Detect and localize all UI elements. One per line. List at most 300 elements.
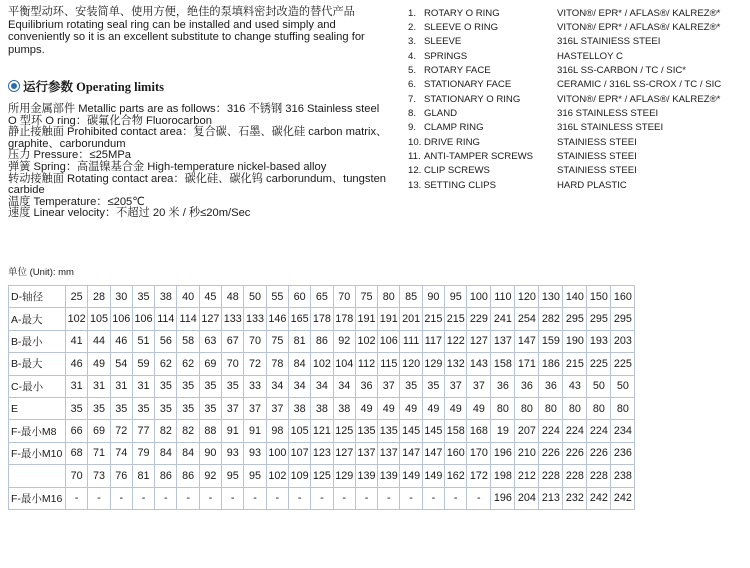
table-cell: 100 — [266, 442, 288, 464]
table-cell: 35 — [199, 375, 221, 397]
table-cell: 123 — [311, 442, 333, 464]
table-cell: 56 — [155, 330, 177, 352]
part-row — [408, 49, 748, 63]
table-cell: - — [467, 487, 491, 509]
part-name: SLEEVE O RING — [424, 22, 499, 34]
table-row — [9, 397, 635, 419]
part-number: 9. — [408, 122, 417, 134]
table-cell: 76 — [110, 465, 132, 487]
table-cell: - — [199, 487, 221, 509]
table-cell: 36 — [491, 375, 515, 397]
part-material: 316L STAINIESS STEEI — [557, 36, 661, 48]
table-cell: - — [288, 487, 310, 509]
part-material: CERAMIC / 316L SS-CROX / TC / SIC — [557, 79, 722, 91]
table-row — [9, 330, 635, 352]
table-cell: 159 — [539, 330, 563, 352]
table-cell: 92 — [333, 330, 355, 352]
part-number: 12. — [408, 165, 422, 177]
table-cell: 35 — [132, 397, 154, 419]
table-cell: 49 — [445, 397, 467, 419]
part-name: CLIP SCREWS — [424, 165, 490, 177]
table-cell: 65 — [311, 286, 333, 308]
table-cell: 70 — [244, 330, 266, 352]
units-label: 单位 (Unit): mm — [8, 267, 74, 278]
operating-limits-title: 运行参数 Operating limits — [23, 80, 164, 94]
part-name: ROTARY O RING — [424, 7, 500, 19]
table-cell: - — [132, 487, 154, 509]
table-cell: 73 — [88, 465, 110, 487]
table-cell: 295 — [563, 308, 587, 330]
table-cell: 30 — [110, 286, 132, 308]
table-cell: 160 — [445, 442, 467, 464]
table-cell: 62 — [177, 353, 199, 375]
table-cell: 145 — [422, 420, 444, 442]
table-cell: - — [244, 487, 266, 509]
table-cell: 201 — [400, 308, 422, 330]
table-cell: 81 — [132, 465, 154, 487]
table-cell: 72 — [244, 353, 266, 375]
table-cell: 34 — [311, 375, 333, 397]
table-cell: 102 — [311, 353, 333, 375]
table-cell: 90 — [422, 286, 444, 308]
table-cell: 168 — [467, 420, 491, 442]
table-cell: 105 — [88, 308, 110, 330]
table-cell: 38 — [333, 397, 355, 419]
table-cell: 80 — [611, 397, 635, 419]
table-cell: 102 — [355, 330, 377, 352]
table-cell: 109 — [288, 465, 310, 487]
table-cell: 80 — [539, 397, 563, 419]
table-cell: 145 — [400, 420, 422, 442]
table-cell: 35 — [177, 397, 199, 419]
table-cell: 86 — [155, 465, 177, 487]
table-cell: 242 — [611, 487, 635, 509]
table-cell: 100 — [467, 286, 491, 308]
table-cell: 226 — [587, 442, 611, 464]
table-cell: 110 — [491, 286, 515, 308]
limit-line: 所用金属部件 Metallic parts are as follows：316 不锈钢 316 Stainless steel — [8, 103, 380, 115]
table-cell: 226 — [563, 442, 587, 464]
table-cell: 93 — [222, 442, 244, 464]
table-cell: 43 — [563, 375, 587, 397]
table-cell: 186 — [539, 353, 563, 375]
part-row — [408, 164, 748, 178]
part-number: 4. — [408, 50, 417, 62]
table-cell: 90 — [199, 442, 221, 464]
table-cell: 82 — [155, 420, 177, 442]
part-row — [408, 135, 748, 149]
part-material: 316L STAINLESS STEEI — [557, 122, 664, 134]
intro-line-en: Equilibrium rotating seal ring can be installed and used simply and conveniently so it is an excellent substitute to change stuffing sealing for pumps. — [8, 18, 365, 56]
table-cell: 70 — [66, 465, 88, 487]
table-cell: 135 — [355, 420, 377, 442]
table-cell: - — [445, 487, 467, 509]
table-cell: 70 — [333, 286, 355, 308]
table-cell: 50 — [587, 375, 611, 397]
table-cell: 178 — [311, 308, 333, 330]
table-row — [9, 353, 635, 375]
table-cell: 49 — [88, 353, 110, 375]
table-cell: 34 — [288, 375, 310, 397]
table-cell: 49 — [422, 397, 444, 419]
table-cell: 37 — [378, 375, 400, 397]
table-cell: 86 — [311, 330, 333, 352]
table-cell: 193 — [587, 330, 611, 352]
part-row — [408, 78, 748, 92]
table-cell: 50 — [611, 375, 635, 397]
limit-line: 转动接触面 Rotating contact area：碳化硅、碳化钨 carborundum、tungsten carbide — [8, 172, 387, 197]
table-cell: 37 — [266, 397, 288, 419]
table-cell: - — [311, 487, 333, 509]
table-cell: 63 — [199, 330, 221, 352]
table-cell: 88 — [199, 420, 221, 442]
table-cell: 137 — [491, 330, 515, 352]
part-number: 3. — [408, 36, 417, 48]
table-cell: 91 — [222, 420, 244, 442]
table-cell: 72 — [110, 420, 132, 442]
table-cell: 58 — [177, 330, 199, 352]
limit-line: 速度 Linear velocity：不超过 20 米 / 秒≤20m/Sec — [8, 207, 251, 220]
table-cell: 36 — [355, 375, 377, 397]
part-name: ROTARY FACE — [424, 65, 491, 77]
table-cell: 191 — [355, 308, 377, 330]
part-number: 8. — [408, 108, 417, 120]
part-material: 316 STAINLESS STEEI — [557, 108, 659, 120]
table-cell: 35 — [400, 375, 422, 397]
part-material: STAINIESS STEEI — [557, 165, 637, 177]
table-row — [9, 487, 635, 509]
part-row — [408, 20, 748, 34]
table-cell: 254 — [515, 308, 539, 330]
table-cell: 158 — [445, 420, 467, 442]
table-cell: 190 — [563, 330, 587, 352]
table-cell: 224 — [539, 420, 563, 442]
table-cell: 66 — [66, 420, 88, 442]
table-cell: 35 — [88, 397, 110, 419]
table-row — [9, 442, 635, 464]
table-cell: 147 — [422, 442, 444, 464]
table-cell: 224 — [563, 420, 587, 442]
table-cell: 224 — [587, 420, 611, 442]
table-cell: 162 — [445, 465, 467, 487]
table-cell: 36 — [515, 375, 539, 397]
table-cell: 80 — [587, 397, 611, 419]
part-row — [408, 6, 748, 20]
table-cell: 295 — [611, 308, 635, 330]
table-cell: 48 — [222, 286, 244, 308]
table-cell: 178 — [333, 308, 355, 330]
limit-line: O 型环 O ring：碳氟化合物 Fluorocarbon — [8, 114, 212, 127]
table-cell: 82 — [177, 420, 199, 442]
table-cell: 70 — [222, 353, 244, 375]
table-cell: - — [88, 487, 110, 509]
table-cell: 49 — [355, 397, 377, 419]
table-cell: 232 — [563, 487, 587, 509]
table-cell: 35 — [132, 286, 154, 308]
table-cell: 31 — [110, 375, 132, 397]
part-number: 2. — [408, 22, 417, 34]
table-cell: 160 — [611, 286, 635, 308]
table-cell: 46 — [110, 330, 132, 352]
table-cell: 105 — [288, 420, 310, 442]
limit-line: 压力 Pressure：≤25MPa — [8, 149, 132, 162]
part-row — [408, 35, 748, 49]
table-cell: 74 — [110, 442, 132, 464]
part-number: 1. — [408, 7, 417, 19]
table-cell: 35 — [66, 397, 88, 419]
table-cell: 38 — [311, 397, 333, 419]
table-cell: 158 — [491, 353, 515, 375]
table-cell: 54 — [110, 353, 132, 375]
part-row — [408, 121, 748, 135]
table-cell: 35 — [422, 375, 444, 397]
table-cell: 80 — [491, 397, 515, 419]
table-cell: 143 — [467, 353, 491, 375]
table-cell: 196 — [491, 442, 515, 464]
operating-limits-list — [8, 104, 400, 220]
table-cell: 44 — [88, 330, 110, 352]
table-cell: 104 — [333, 353, 355, 375]
table-cell: 46 — [66, 353, 88, 375]
part-material: STAINIESS STEEI — [557, 136, 637, 148]
table-cell: 135 — [378, 420, 400, 442]
table-cell: - — [266, 487, 288, 509]
table-cell: 78 — [266, 353, 288, 375]
table-cell: 133 — [222, 308, 244, 330]
table-cell: 215 — [445, 308, 467, 330]
table-cell: 196 — [491, 487, 515, 509]
table-cell: 102 — [66, 308, 88, 330]
table-cell: 31 — [132, 375, 154, 397]
table-cell: 49 — [400, 397, 422, 419]
table-cell: 33 — [244, 375, 266, 397]
table-cell: 77 — [132, 420, 154, 442]
table-cell: 84 — [288, 353, 310, 375]
table-row — [9, 375, 635, 397]
table-cell: 139 — [355, 465, 377, 487]
table-cell: 62 — [155, 353, 177, 375]
bullet-circle-icon — [8, 80, 20, 92]
table-cell: 95 — [445, 286, 467, 308]
table-cell: 117 — [422, 330, 444, 352]
row-label: B-最小 — [9, 330, 66, 352]
table-cell: 147 — [515, 330, 539, 352]
table-cell: 31 — [66, 375, 88, 397]
table-cell: 130 — [539, 286, 563, 308]
table-cell: 150 — [587, 286, 611, 308]
row-label: C-最小 — [9, 375, 66, 397]
table-cell: 95 — [244, 465, 266, 487]
row-label: F-最小M10 — [9, 442, 66, 464]
table-cell: 146 — [266, 308, 288, 330]
table-cell: 28 — [88, 286, 110, 308]
table-cell: - — [422, 487, 444, 509]
table-cell: - — [400, 487, 422, 509]
table-cell: 170 — [467, 442, 491, 464]
table-cell: 75 — [355, 286, 377, 308]
part-number: 13. — [408, 179, 422, 191]
table-cell: 51 — [132, 330, 154, 352]
table-cell: 137 — [355, 442, 377, 464]
table-cell: 45 — [199, 286, 221, 308]
table-cell: 55 — [266, 286, 288, 308]
table-cell: - — [333, 487, 355, 509]
row-label: A-最大 — [9, 308, 66, 330]
table-cell: 236 — [611, 442, 635, 464]
table-cell: 242 — [587, 487, 611, 509]
table-cell: 203 — [611, 330, 635, 352]
table-cell: - — [355, 487, 377, 509]
table-cell: 102 — [266, 465, 288, 487]
table-cell: 31 — [88, 375, 110, 397]
table-cell: - — [222, 487, 244, 509]
table-row — [9, 420, 635, 442]
table-cell: 60 — [288, 286, 310, 308]
table-cell: 127 — [199, 308, 221, 330]
table-cell: 213 — [539, 487, 563, 509]
table-cell: 212 — [515, 465, 539, 487]
table-cell: 295 — [587, 308, 611, 330]
part-material: HASTELLOY C — [557, 50, 623, 62]
operating-limits-heading — [8, 77, 164, 95]
part-material: 316L SS-CARBON / TC / SIC* — [557, 65, 687, 77]
table-cell: 81 — [288, 330, 310, 352]
table-cell: 191 — [378, 308, 400, 330]
table-cell: - — [177, 487, 199, 509]
row-label: B-最大 — [9, 353, 66, 375]
table-cell: 25 — [66, 286, 88, 308]
table-cell: 75 — [266, 330, 288, 352]
table-cell: 41 — [66, 330, 88, 352]
table-cell: 106 — [110, 308, 132, 330]
table-cell: 114 — [177, 308, 199, 330]
part-row — [408, 63, 748, 77]
table-cell: 35 — [110, 397, 132, 419]
part-name: SLEEVE — [424, 36, 462, 48]
table-cell: 35 — [199, 397, 221, 419]
table-cell: 35 — [155, 397, 177, 419]
part-number: 11. — [408, 151, 421, 163]
table-cell: 80 — [515, 397, 539, 419]
table-cell: 129 — [422, 353, 444, 375]
limit-line: 温度 Temperature：≤205℃ — [8, 195, 145, 208]
table-cell: 107 — [288, 442, 310, 464]
table-cell: 84 — [177, 442, 199, 464]
table-cell: 147 — [400, 442, 422, 464]
table-cell: 215 — [422, 308, 444, 330]
table-cell: 122 — [445, 330, 467, 352]
table-cell: 127 — [467, 330, 491, 352]
table-cell: 282 — [539, 308, 563, 330]
table-cell: 93 — [244, 442, 266, 464]
part-name: SETTING CLIPS — [424, 179, 496, 191]
table-cell: 228 — [539, 465, 563, 487]
table-cell: 234 — [611, 420, 635, 442]
table-cell: 125 — [333, 420, 355, 442]
table-cell: 226 — [539, 442, 563, 464]
table-cell: - — [110, 487, 132, 509]
part-number: 10. — [408, 136, 422, 148]
table-cell: 79 — [132, 442, 154, 464]
part-row — [408, 106, 748, 120]
table-cell: 37 — [222, 397, 244, 419]
table-row — [9, 286, 635, 308]
table-cell: 149 — [422, 465, 444, 487]
table-cell: 85 — [400, 286, 422, 308]
part-row — [408, 149, 748, 163]
part-number: 5. — [408, 65, 417, 77]
row-label: F-最小M16 — [9, 487, 66, 509]
intro-text — [8, 6, 400, 56]
table-cell: 49 — [378, 397, 400, 419]
table-cell: 67 — [222, 330, 244, 352]
table-cell: 59 — [132, 353, 154, 375]
intro-line-cn: 平衡型动环、安装简单、使用方便，绝佳的泵填料密封改造的替代产品 — [8, 6, 355, 18]
table-cell: 139 — [378, 465, 400, 487]
row-label: F-最小M8 — [9, 420, 66, 442]
table-cell: 207 — [515, 420, 539, 442]
table-cell: 120 — [515, 286, 539, 308]
part-row — [408, 92, 748, 106]
row-label — [9, 465, 66, 487]
table-cell: 38 — [288, 397, 310, 419]
table-cell: 165 — [288, 308, 310, 330]
table-cell: 114 — [155, 308, 177, 330]
table-cell: 225 — [587, 353, 611, 375]
table-cell: 132 — [445, 353, 467, 375]
part-material: VITON®/ EPR* / AFLAS®/ KALREZ®* — [557, 7, 721, 19]
part-name: CLAMP RING — [424, 122, 484, 134]
part-number: 6. — [408, 79, 417, 91]
part-material: VITON®/ EPR* / AFLAS®/ KALREZ®* — [557, 22, 721, 34]
part-name: SPRINGS — [424, 50, 468, 62]
table-cell: 49 — [467, 397, 491, 419]
table-cell: - — [66, 487, 88, 509]
table-cell: 86 — [177, 465, 199, 487]
table-cell: 140 — [563, 286, 587, 308]
table-cell: 84 — [155, 442, 177, 464]
table-cell: 37 — [244, 397, 266, 419]
table-cell: 228 — [563, 465, 587, 487]
table-cell: 35 — [222, 375, 244, 397]
table-cell: 204 — [515, 487, 539, 509]
part-number: 7. — [408, 93, 417, 105]
table-cell: - — [378, 487, 400, 509]
table-cell: 69 — [199, 353, 221, 375]
table-cell: 91 — [244, 420, 266, 442]
table-cell: 35 — [177, 375, 199, 397]
row-label: E — [9, 397, 66, 419]
table-cell: 228 — [587, 465, 611, 487]
table-cell: 210 — [515, 442, 539, 464]
table-cell: 215 — [563, 353, 587, 375]
table-cell: 106 — [378, 330, 400, 352]
part-material: HARD PLASTIC — [557, 179, 627, 191]
table-cell: 238 — [611, 465, 635, 487]
table-cell: 241 — [491, 308, 515, 330]
part-name: STATIONARY FACE — [424, 79, 512, 91]
table-cell: 112 — [355, 353, 377, 375]
table-cell: 171 — [515, 353, 539, 375]
table-cell: 129 — [333, 465, 355, 487]
table-cell: 120 — [400, 353, 422, 375]
dimension-table — [8, 285, 635, 510]
table-cell: 34 — [333, 375, 355, 397]
parts-list — [408, 6, 748, 192]
table-cell: 149 — [400, 465, 422, 487]
table-cell: 36 — [539, 375, 563, 397]
table-cell: 225 — [611, 353, 635, 375]
